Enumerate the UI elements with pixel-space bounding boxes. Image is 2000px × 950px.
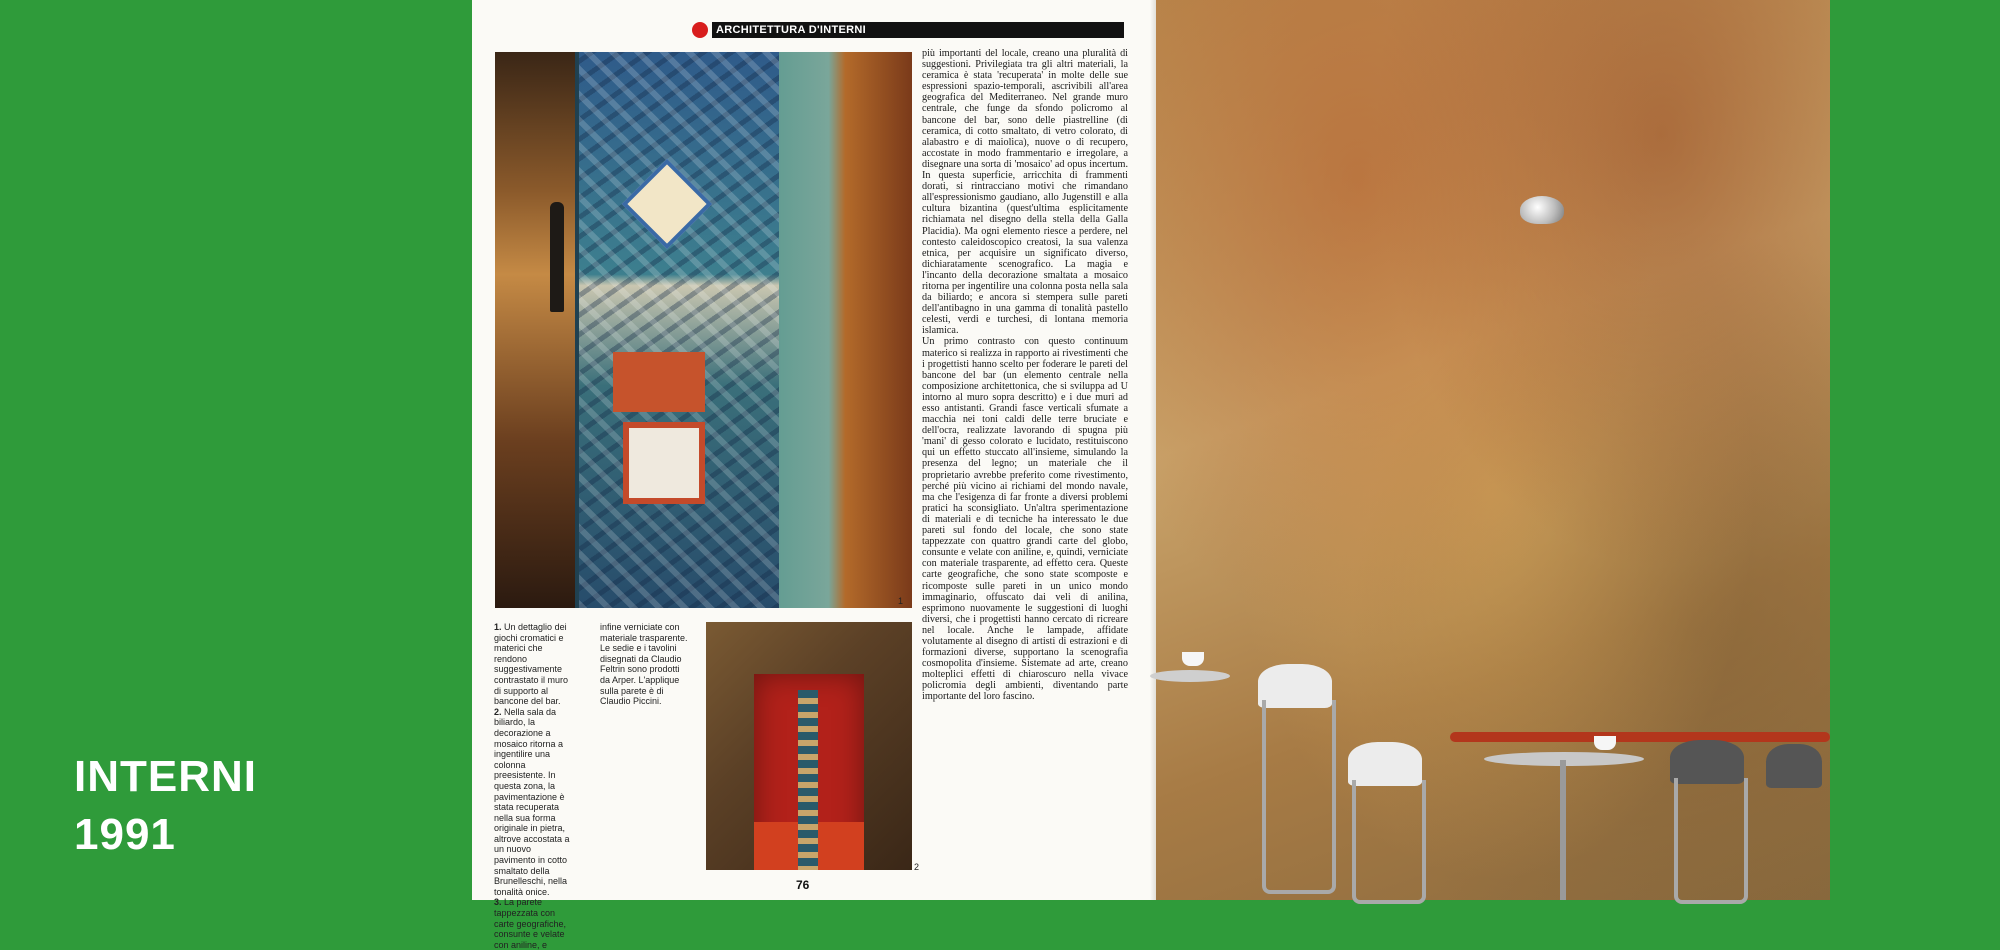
figure-number-2: 2 bbox=[914, 862, 920, 872]
photo-bar-background bbox=[495, 52, 575, 608]
chair bbox=[1674, 778, 1748, 904]
table-leg bbox=[1560, 760, 1566, 900]
article-body bbox=[922, 48, 1128, 703]
cafe-table-left bbox=[1150, 670, 1230, 682]
mosaic-column bbox=[579, 52, 779, 608]
caption-left bbox=[494, 622, 572, 950]
wall-lamp-icon bbox=[1520, 196, 1564, 224]
caption-item: 1. Un dettaglio dei giochi cromatici e materici che rendono suggestivamente contrastato il muro di supporto al bancone del bar. bbox=[494, 622, 569, 707]
article-paragraph: Un primo contrasto con questo continuum materico si realizza in rapporto ai rivestimenti che i progettisti hanno scelto per foderare le pareti del bancone del bar (un elemento centrale nella composizione architettonica, che si sviluppa ad U intorno al muro sopra descritto) e i due muri ad esso antistanti. Grandi fasce verticali sfumate a macchia nei toni caldi delle terre bruciate e dell'ocra, realizzate lavorando di spugna più 'mani' di gesso colorato e lucidato, restituiscono qui un effetto stuccato all'insieme, simulando la presenza del legno; un materiale che il proprietario avrebbe preferito come rivestimento, perché più vicino ai richiami del mondo navale, ma che l'esigenza di far fronte a diversi problemi pratici ha sconsigliato. Un'altra sperimentazione di materiali e di tecniche ha interessato le due pareti sul fondo del locale, che sono state tappezzate con quattro grandi carte del globo, consunte e velate con aniline, e, quindi, verniciate con materiale trasparente, ad effetto cera. Queste carte geografiche, che sono state scomposte e ricomposte sulle pareti in un unico mondo immaginario, offuscato dai veli di anilina, esprimono nuovamente le suggestioni di luoghi diversi, che i progettisti hanno cercato di ricreare nel locale. Anche le lampade, affidate volutamente al disegno di artisti di estrazioni e di formazioni diverse, supportano la scenografia cosmopolita d'insieme. Sistemate ad arte, creano molteplici effetti di chiaroscuro nella vivace policromia degli ambienti, diventando parte importante del loro fascino. bbox=[922, 336, 1128, 703]
red-wall-pipe bbox=[1450, 732, 1830, 742]
chair-back bbox=[1766, 744, 1822, 788]
magazine-title bbox=[74, 748, 257, 864]
chair bbox=[1352, 780, 1426, 904]
section-marker-icon bbox=[692, 22, 708, 38]
page-number: 76 bbox=[796, 878, 810, 892]
figure-number-1: 1 bbox=[898, 596, 904, 606]
right-green-border bbox=[1830, 0, 2000, 900]
photo-billiard-room-column bbox=[706, 622, 912, 870]
bottle bbox=[550, 202, 564, 312]
photo-mosaic-wall bbox=[495, 52, 912, 608]
cup-icon bbox=[1594, 736, 1616, 750]
magazine-name: INTERNI bbox=[74, 752, 257, 801]
section-header: ARCHITETTURA D'INTERNI bbox=[716, 24, 866, 36]
chair bbox=[1262, 700, 1336, 894]
article-paragraph: più importanti del locale, creano una pluralità di suggestioni. Privilegiata tra gli altri materiali, la ceramica è stata 'recuperata' in molte delle sue espressioni spazio-temporali, ascrivibili all'area geografica del Mediterraneo. Nel grande muro centrale, che funge da sfondo policromo al bancone del bar, sono delle piastrelline (di ceramica, di cotto smaltato, di vetro colorato, di alabastro e di maiolica), nuove o di recupero, accostate in modo frammentario e irregolare, a disegnare una sorta di 'mosaico' ad opus incertum. In questa superficie, arricchita di frammenti dorati, si rintracciano motivi che rimandano all'espressionismo gaudiano, allo Jugenstill e alla cultura bizantina (quest'ultima esplicitamente richiamata nel disegno della stella della Galla Placidia). Ma ogni elemento riesce a perdere, nel contesto caleidoscopico creatosi, la sua valenza etnica, per acquisire un significato diverso, dichiaratamente scenografico. La magia e l'incanto della decorazione smaltata a mosaico ritorna per ingentilire una colonna posta nella sala da biliardo; e ancora si stempera sulle pareti dell'antibagno in una gamma di tonalità pastello celesti, verdi e turchesi, di lontana memoria islamica. bbox=[922, 48, 1128, 337]
caption-item: 3. La parete tappezzata con carte geografiche, consunte e velate con aniline, e bbox=[494, 897, 567, 950]
magazine-year: 1991 bbox=[74, 810, 176, 859]
caption-right: infine verniciate con materiale trasparente. Le sedie e i tavolini disegnati da Claudio Feltrin sono prodotti da Arper. L'applique sulla parete è di Claudio Piccini. bbox=[600, 622, 688, 707]
mosaic-column-small bbox=[798, 690, 818, 870]
orange-tile-panel bbox=[613, 352, 705, 412]
caption-item: 2. Nella sala da biliardo, la decorazione a mosaico ritorna a ingentilire una colonna preesistente. In questa zona, la pavimentazione è stata recuperata nella sua forma originale in pietra, altrove accostata a un nuovo pavimento in cotto smaltato della Brunelleschi, nella tonalità onice. bbox=[494, 706, 570, 897]
cup-icon bbox=[1182, 652, 1204, 666]
white-tile-square bbox=[623, 422, 705, 504]
